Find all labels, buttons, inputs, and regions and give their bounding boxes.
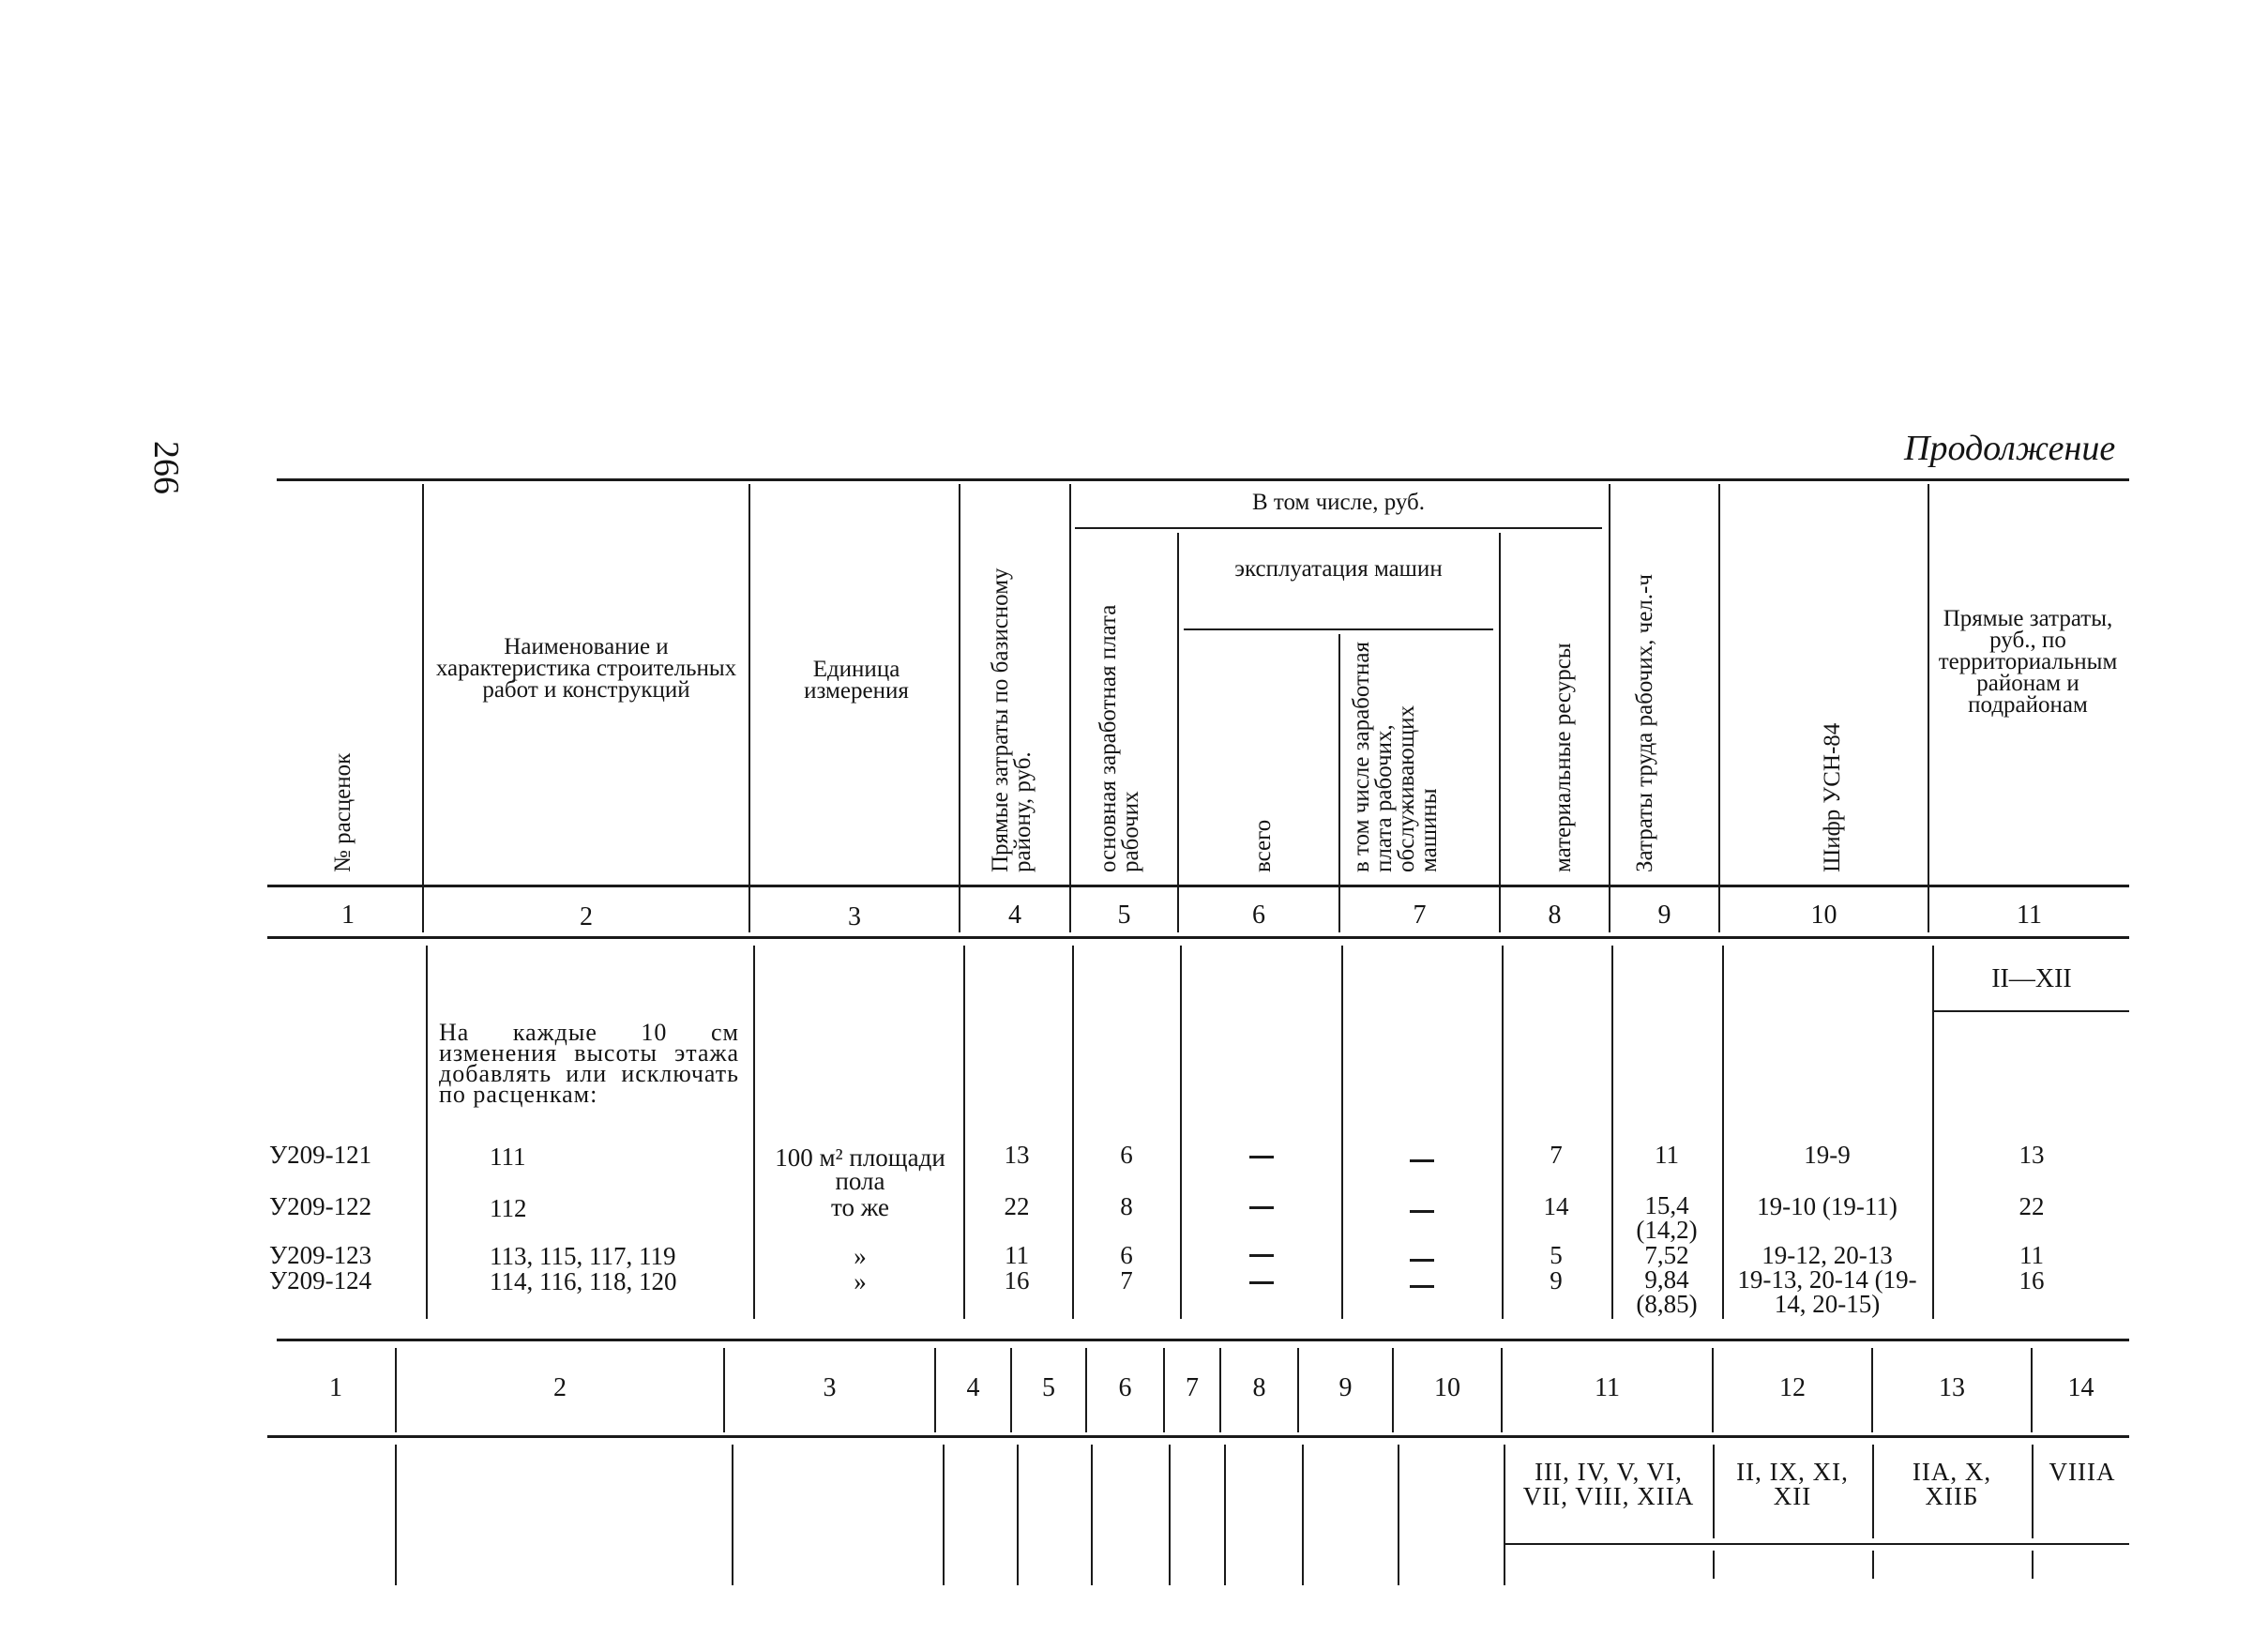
col-num-1: 1	[341, 901, 355, 930]
row-c4: 11	[1005, 1241, 1029, 1269]
row-refs: 113, 115, 117, 119	[490, 1242, 676, 1270]
row-c8: 7	[1550, 1141, 1563, 1169]
region-rule	[1932, 1010, 2129, 1012]
colnum-bottom-rule	[267, 936, 2129, 939]
header-col-4: Прямые затраты по базисному району, руб.	[988, 568, 1036, 872]
page-number: 266	[146, 441, 186, 494]
col-num-8: 8	[1548, 901, 1562, 930]
row-c11: 16	[2019, 1266, 2045, 1294]
vline	[943, 1445, 945, 1585]
row-c6-dash	[1249, 1281, 1274, 1284]
vline	[753, 946, 755, 1319]
row-c7-dash	[1410, 1159, 1434, 1162]
row-refs: 111	[490, 1143, 526, 1171]
header-col-10: Шифр УСН-84	[1820, 722, 1845, 872]
header-bottom-rule	[267, 885, 2129, 887]
t2-col-num: 12	[1779, 1373, 1806, 1402]
row-refs: 112	[490, 1194, 527, 1222]
col-num-9: 9	[1657, 901, 1671, 930]
row-c9: 11	[1655, 1141, 1679, 1169]
vline	[1713, 1551, 1715, 1579]
col-num-10: 10	[1810, 901, 1837, 930]
t2-col-num: 5	[1042, 1373, 1055, 1402]
col-num-3: 3	[848, 902, 861, 931]
header-subgroup: эксплуатация машин	[1234, 556, 1443, 582]
t2-col-num: 14	[2067, 1373, 2094, 1402]
table2-colnum-rule	[267, 1435, 2129, 1438]
vline	[1713, 1445, 1715, 1538]
vline	[1504, 1445, 1505, 1585]
t2-col-num: 4	[966, 1373, 980, 1402]
t2-col-num: 2	[553, 1373, 567, 1402]
row-c7-dash	[1410, 1259, 1434, 1262]
t2-col-num: 3	[823, 1373, 837, 1402]
vline	[1341, 946, 1343, 1319]
row-code: У209-122	[269, 1192, 372, 1220]
row-3-unit: »	[854, 1242, 867, 1270]
vline	[1017, 1445, 1019, 1585]
row-code: У209-121	[269, 1141, 372, 1169]
row-c8: 9	[1550, 1266, 1563, 1294]
vline	[426, 946, 428, 1319]
row-code: У209-123	[269, 1241, 372, 1269]
header-col-11: Прямые затраты, руб., по территориальным районам и подрайонам	[1938, 606, 2118, 718]
row-c5: 8	[1120, 1192, 1133, 1220]
description-text: На каждые 10 см изменения высоты этажа добавлять или исключать по расценкам:	[439, 1019, 739, 1108]
row-c10: 19-10 (19-11)	[1757, 1192, 1898, 1220]
row-c10: 19-12, 20-13	[1761, 1241, 1893, 1269]
vline	[1177, 533, 1179, 932]
t2-col-num: 9	[1338, 1373, 1353, 1402]
row-c7-dash	[1410, 1285, 1434, 1288]
row-refs: 114, 116, 118, 120	[490, 1267, 677, 1295]
vline	[395, 1445, 397, 1585]
row-c11: 13	[2019, 1141, 2045, 1169]
vline	[1169, 1445, 1171, 1585]
row-c10: 19-13, 20-14 (19-14, 20-15)	[1737, 1265, 1917, 1318]
vline	[748, 484, 750, 932]
col-num-6: 6	[1252, 901, 1265, 930]
t2-region-14: VIIIA	[2049, 1458, 2116, 1486]
header-group: В том числе, руб.	[1251, 490, 1426, 515]
col-num-2: 2	[580, 902, 593, 931]
t2-col-num: 1	[329, 1373, 342, 1402]
vline	[1872, 1445, 1874, 1538]
header-col-8: материальные ресурсы	[1550, 643, 1576, 872]
table2-top-rule	[277, 1339, 2129, 1341]
vline	[959, 484, 960, 932]
header-col-5: основная заработная плата рабочих	[1096, 604, 1143, 872]
t2-col-num: 10	[1434, 1373, 1460, 1402]
vline	[1499, 533, 1501, 932]
header-col-3: Единица измерения	[804, 657, 909, 704]
vline	[1302, 1445, 1304, 1585]
vline	[1609, 484, 1610, 932]
row-c8: 5	[1550, 1241, 1563, 1269]
vline	[1180, 946, 1182, 1319]
row-1-unit: 100 м² площади пола	[775, 1143, 945, 1195]
vline	[2032, 1445, 2034, 1538]
row-c11: 22	[2019, 1192, 2045, 1220]
vline	[732, 1445, 733, 1585]
col-num-4: 4	[1008, 901, 1021, 930]
row-c5: 6	[1120, 1141, 1133, 1169]
table2-region-rule	[1505, 1543, 2129, 1545]
row-c5: 7	[1120, 1266, 1133, 1294]
header-col-7: в том числе заработная плата рабочих, обслуживающих машины	[1349, 642, 1442, 872]
row-c4: 13	[1004, 1141, 1030, 1169]
t2-col-num: 13	[1939, 1373, 1965, 1402]
t2-region-12: II, IX, XI, XII	[1736, 1458, 1849, 1510]
row-c7-dash	[1410, 1210, 1434, 1213]
group-rule	[1075, 527, 1602, 529]
row-2-unit: то же	[831, 1193, 889, 1221]
t2-region-11: III, IV, V, VI, VII, VIII, XIIA	[1522, 1458, 1695, 1510]
row-c9: 7,52	[1644, 1241, 1689, 1269]
row-c4: 22	[1004, 1192, 1030, 1220]
vline	[1338, 634, 1340, 932]
header-col-2: Наименование и характеристика строительных работ и конструкций	[435, 634, 737, 703]
vline	[422, 484, 424, 932]
t2-col-num: 6	[1118, 1373, 1132, 1402]
vline	[1718, 484, 1720, 932]
t2-col-num: 11	[1595, 1373, 1620, 1402]
vline	[1872, 1551, 1874, 1579]
row-c6-dash	[1249, 1156, 1274, 1158]
row-c11: 11	[2019, 1241, 2044, 1269]
region-header: II—XII	[1991, 964, 2072, 993]
table-top-rule	[277, 478, 2129, 481]
header-col-9: Затраты труда рабочих, чел.-ч	[1632, 574, 1657, 872]
continuation-label: Продолжение	[1904, 429, 2116, 468]
row-c8: 14	[1543, 1192, 1569, 1220]
row-c5: 6	[1120, 1241, 1133, 1269]
row-c4: 16	[1004, 1266, 1030, 1294]
vline	[1069, 484, 1071, 932]
col-num-7: 7	[1413, 901, 1427, 930]
vline	[2032, 1551, 2034, 1579]
row-c9: 15,4 (14,2)	[1636, 1191, 1698, 1244]
row-c6-dash	[1249, 1254, 1274, 1257]
row-c10: 19-9	[1804, 1141, 1851, 1169]
header-col-1: № расценок	[330, 752, 355, 872]
col-num-5: 5	[1117, 901, 1131, 930]
col-num-11: 11	[2017, 901, 2042, 930]
vline	[1928, 484, 1929, 932]
vline	[1091, 1445, 1093, 1585]
vline	[1224, 1445, 1226, 1585]
row-4-unit: »	[854, 1267, 867, 1295]
subgroup-rule	[1184, 628, 1493, 630]
vline	[1398, 1445, 1399, 1585]
t2-region-13: IIA, X, XIIБ	[1912, 1458, 1992, 1510]
row-c6-dash	[1249, 1206, 1274, 1209]
row-code: У209-124	[269, 1266, 372, 1294]
header-col-6: всего	[1250, 819, 1276, 872]
row-c9: 9,84 (8,85)	[1636, 1265, 1698, 1318]
t2-col-num: 8	[1252, 1373, 1266, 1402]
t2-col-num: 7	[1186, 1373, 1199, 1402]
